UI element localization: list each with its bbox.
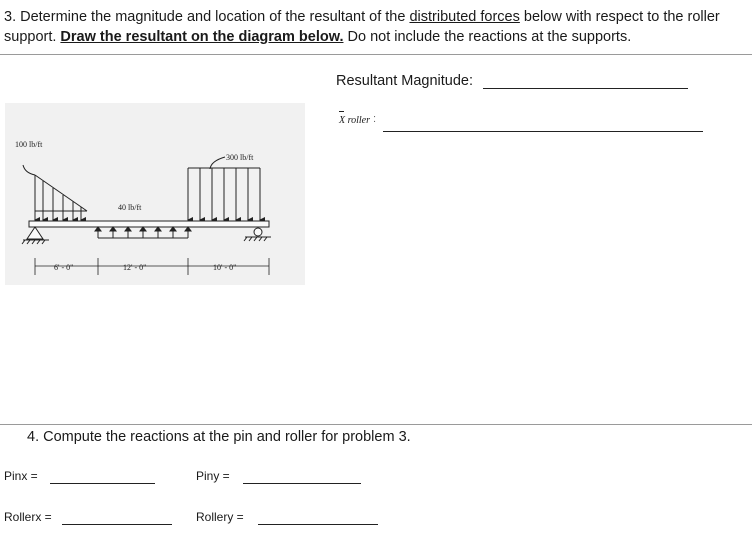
resultant-magnitude-blank[interactable] <box>483 88 688 89</box>
x-roller-colon: : <box>373 113 377 125</box>
load-right-label: 300 lb/ft <box>226 153 254 162</box>
pin-y-blank[interactable] <box>243 483 361 484</box>
problem-3-text-a: 3. Determine the magnitude and location of the resultant of the <box>4 9 410 25</box>
beam <box>29 221 269 227</box>
draw-resultant-instruction: Draw the resultant on the diagram below. <box>60 29 344 45</box>
problem-3-text-b: below with respect to the roller support. <box>4 9 720 45</box>
roller-x-label: Rollerx = <box>4 510 52 524</box>
load-bottom-label: 40 lb/ft <box>118 203 142 212</box>
beam-diagram <box>5 103 305 285</box>
pin-x-blank[interactable] <box>50 483 155 484</box>
x-roller-blank[interactable] <box>383 131 703 132</box>
pin-y-label: Piny = <box>196 469 230 483</box>
middle-divider <box>0 424 752 425</box>
resultant-magnitude-label: Resultant Magnitude: <box>336 73 474 89</box>
problem-4-statement: 4. Compute the reactions at the pin and roller for problem 3. <box>27 429 411 445</box>
roller-x-blank[interactable] <box>62 524 172 525</box>
problem-3-statement <box>4 7 744 47</box>
dimension-2: 12' - 0" <box>123 263 147 272</box>
dimension-3: 10' - 0" <box>213 263 237 272</box>
x-bar-overline <box>339 111 344 112</box>
roller-y-label: Rollery = <box>196 510 244 524</box>
problem-3-text-c: Do not include the reactions at the supports. <box>343 29 632 45</box>
top-divider <box>0 54 752 55</box>
x-roller-label: X roller <box>339 115 371 126</box>
load-left-label: 100 lb/ft <box>15 140 43 149</box>
pin-x-label: Pinx = <box>4 469 38 483</box>
roller-y-blank[interactable] <box>258 524 378 525</box>
distributed-forces-text: distributed forces <box>409 9 520 25</box>
dimension-1: 6' - 0" <box>54 263 74 272</box>
